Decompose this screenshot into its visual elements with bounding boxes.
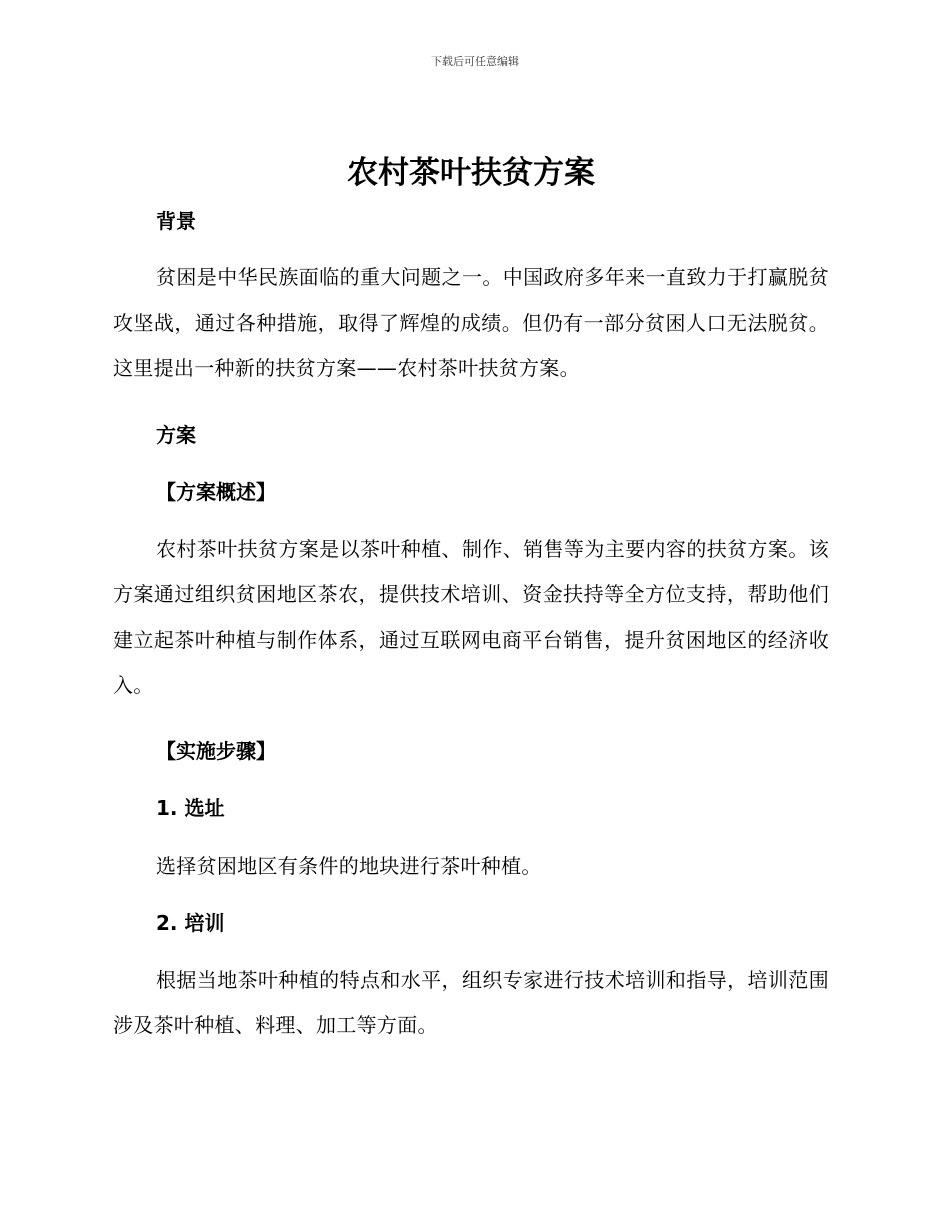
section-heading-plan: 方案 — [156, 422, 196, 447]
step-paragraph-training: 根据当地茶叶种植的特点和水平，组织专家进行技术培训和指导，培训范围涉及茶叶种植、料理、加工等方面。 — [113, 967, 829, 1037]
step-heading-site-selection: 1. 选址 — [156, 795, 225, 820]
document-title: 农村茶叶扶贫方案 — [347, 155, 595, 191]
background-paragraph: 贫困是中华民族面临的重大问题之一。中国政府多年来一直致力于打赢脱贫攻坚战，通过各种措施，取得了辉煌的成绩。但仍有一部分贫困人口无法脱贫。这里提出一种新的扶贫方案——农村茶叶扶贫方案。 — [113, 265, 829, 380]
overview-paragraph: 农村茶叶扶贫方案是以茶叶种植、制作、销售等为主要内容的扶贫方案。该方案通过组织贫困地区茶农，提供技术培训、资金扶持等全方位支持，帮助他们建立起茶叶种植与制作体系，通过互联网电商平台销售，提升贫困地区的经济收入。 — [113, 536, 829, 697]
subsection-heading-overview: 【方案概述】 — [156, 479, 276, 504]
header-note: 下载后可任意编辑 — [431, 55, 519, 68]
step-heading-training: 2. 培训 — [156, 910, 225, 935]
subsection-heading-steps: 【实施步骤】 — [156, 738, 276, 763]
section-heading-background: 背景 — [156, 209, 196, 233]
document-body — [113, 150, 829, 1049]
step-paragraph-site-selection: 选择贫困地区有条件的地块进行茶叶种植。 — [156, 853, 542, 878]
